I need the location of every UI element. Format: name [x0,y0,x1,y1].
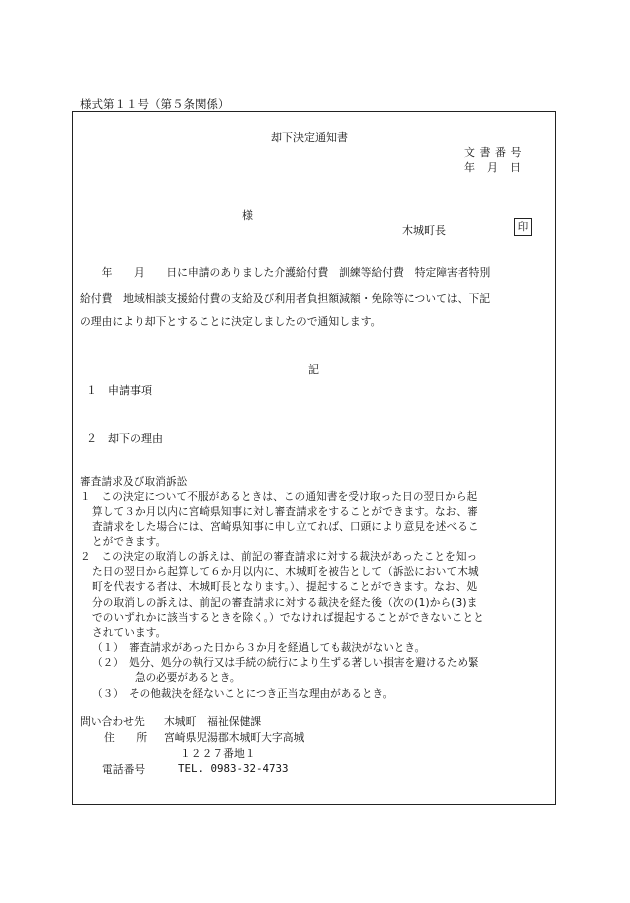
section-rejection-reason: ２ 却下の理由 [86,432,163,445]
form-label: 様式第１１号（第５条関係） [80,97,230,111]
appeal-heading: 審査請求及び取消訴訟 [80,476,188,488]
appeal-item-1-line: 算して３か月以内に宮崎県知事に対し審査請求をすることができます。なお、審 [92,506,478,518]
appeal-item-1-line: 査請求をした場合には、宮崎県知事に申し立てれば、口頭により意見を述べるこ [92,521,479,533]
address-value-2: １２２７番地１ [180,747,256,760]
appeal-item-2: ２ この決定の取消しの訴えは、前記の審査請求に対する裁決があったことを知っ [80,551,478,563]
phone-label: 電話番号 [102,763,146,776]
appeal-item-2-line: 町を代表する者は、木城町長となります。）、提起することができます。なお、処 [92,581,478,593]
appeal-item-1-line: とができます。 [92,536,167,548]
appeal-item-2-line: されています。 [92,627,167,639]
appeal-sub-3: （３） その他裁決を経ないことにつき正当な理由があるとき。 [92,688,394,700]
appeal-item-1: １ この決定について不服があるときは、この通知書を受け取った日の翌日から起 [80,491,478,503]
appeal-sub-2-line: 急の必要があるとき。 [135,672,241,684]
date-line: 年 月 日 [464,161,522,174]
seal-box: 印 [514,218,532,236]
body-line-3: の理由により却下とすることに決定しましたので通知します。 [80,315,382,328]
ki-heading: 記 [308,363,319,376]
body-line-2: 給付費 地域相談支援給付費の支給及び利用者負担額減額・免除等については、下記 [80,292,491,305]
appeal-item-2-line: でのいずれかに該当するときを除く。）でなければ提起することができないことと [92,612,485,624]
issuer-name: 木城町長 [402,224,446,237]
section-application-items: １ 申請事項 [86,384,152,397]
body-line-1: 年 月 日に申請のありました介護給付費 訓練等給付費 特定障害者特別 [80,266,491,279]
phone-value: TEL. 0983-32-4733 [178,762,289,775]
address-label: 住 所 [104,731,148,744]
document-number: 文 書 番 号 [464,146,522,159]
appeal-item-2-line: た日の翌日から起算して６か月以内に、木城町を被告として（訴訟において木城 [92,566,479,578]
appeal-sub-1: （１） 審査請求があった日から３か月を経過しても裁決がないとき。 [92,642,426,654]
address-value: 宮崎県児湯郡木城町大字高城 [164,731,305,744]
document-title: 却下決定通知書 [271,131,348,144]
inquiry-label: 問い合わせ先 [80,715,145,728]
appeal-sub-2: （２） 処分、処分の執行又は手続の続行により生ずる著しい損害を避けるため緊 [92,657,479,669]
inquiry-value: 木城町 福祉保健課 [164,715,262,728]
appeal-item-2-line: 分の取消しの訴えは、前記の審査請求に対する裁決を経た後（次の(1)から(3)ま [92,597,478,609]
addressee-suffix: 様 [242,209,253,222]
